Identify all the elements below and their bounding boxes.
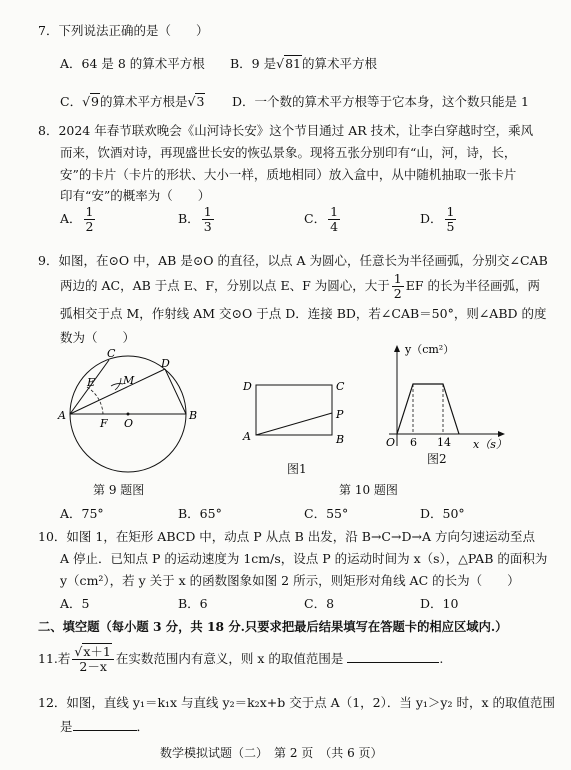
q9-line-4: 数为（ ） — [60, 330, 136, 345]
label-p: P — [336, 408, 344, 421]
q8-line-1: 8．2024 年春节联欢晚会《山河诗长安》这个节目通过 AR 技术，让李白穿越时空，乘风 — [38, 123, 534, 138]
label-c: C — [107, 348, 116, 360]
figure-2-label: 图2 — [427, 452, 447, 466]
sqrt-symbol: √ — [82, 94, 91, 109]
figure-10-graph — [375, 342, 515, 454]
q7-option-c: C．√9的算术平方根是√3 — [60, 94, 205, 109]
q9-option-a: A．75° — [60, 506, 104, 521]
q9-option-b: B．65° — [178, 506, 222, 521]
x-axis-arrow — [498, 431, 505, 437]
arc-m1 — [111, 384, 123, 386]
q11-answer-blank — [347, 662, 439, 663]
origin-label: O — [386, 436, 396, 449]
figure-9-caption: 第 9 题图 — [93, 483, 145, 497]
section-2-heading: 二、填空题（每小题 3 分，共 18 分.只要求把最后结果填写在答题卡的相应区域内.） — [38, 619, 508, 634]
q7-option-a: A．64 是 8 的算术平方根 — [60, 56, 205, 71]
tick-14: 14 — [437, 436, 451, 449]
figure-10-caption: 第 10 题图 — [339, 483, 398, 497]
label-f: F — [100, 417, 108, 430]
q8-option-c: C． $\frac{1}{4}$ — [304, 204, 339, 234]
label-b: B — [336, 433, 345, 446]
q8-line-2: 而来，饮酒对诗，再现盛世长安的恢弘景象。现将五张分别印有“山，河，诗，长， — [60, 145, 517, 160]
q10-option-a: A．5 — [60, 596, 90, 611]
q7-stem: 7．下列说法正确的是（ ） — [38, 23, 209, 38]
figure-1-label: 图1 — [287, 462, 307, 476]
label-d: D — [243, 380, 252, 393]
q7-option-b: B．9 是√81的算术平方根 — [230, 56, 378, 71]
q10-line-1: 10．如图 1，在矩形 ABCD 中，动点 P 从点 B 出发，沿 B→C→D→A 方向匀速运动至点 — [38, 529, 535, 544]
sqrt-symbol: √ — [74, 644, 83, 659]
q9-option-c: C．55° — [304, 506, 349, 521]
q10-line-2: A 停止．已知点 P 的运动速度为 1cm/s，设点 P 的运动时间为 x（s），△PAB 的面积为 — [60, 551, 548, 566]
figure-10-rectangle — [238, 375, 353, 460]
segment-ap — [256, 413, 332, 435]
arc-ef — [87, 387, 103, 414]
y-axis-arrow — [394, 345, 400, 352]
q8-line-3: 安”的卡片（卡片的形状、大小一样，质地相同）放入盒中，从中随机抽取一张卡片 — [60, 167, 517, 182]
sqrt-symbol: √ — [187, 94, 196, 109]
q8-option-a: A． $\frac{1}{2}$ — [60, 204, 94, 234]
q8-option-d: D． $\frac{1}{5}$ — [420, 204, 455, 234]
q12-line-1: 12．如图，直线 y₁＝k₁x 与直线 y₂＝k₂x+b 交于点 A（1，2）．当 y₁＞y₂ 时，x 的取值范围 — [38, 695, 555, 710]
label-a: A — [58, 409, 66, 422]
page-footer: 数学模拟试题（二） 第 2 页 （共 6 页） — [160, 746, 383, 760]
q8-option-b: B． $\frac{1}{3}$ — [178, 204, 212, 234]
label-m: M — [123, 374, 135, 387]
sqrt-symbol: √ — [276, 56, 285, 71]
q9-line-1: 9．如图，在⊙O 中，AB 是⊙O 的直径，以点 A 为圆心，任意长为半径画弧，分别交∠CAB — [38, 253, 548, 268]
chord-bd — [165, 369, 186, 414]
q8-line-4: 印有“安”的概率为（ ） — [60, 188, 211, 203]
tick-6: 6 — [410, 436, 417, 449]
label-d: D — [161, 357, 170, 370]
q7-option-d: D．一个数的算术平方根等于它本身，这个数只能是 1 — [232, 94, 529, 109]
x-axis-label: x（s） — [473, 438, 507, 451]
q10-line-3: y（cm²），若 y 关于 x 的函数图象如图 2 所示，则矩形对角线 AC 的长为（ ） — [60, 573, 520, 588]
y-axis-label: y（cm²） — [405, 343, 455, 356]
q9-line-3: 弧相交于点 M，作射线 AM 交⊙O 于点 D．连接 BD，若∠CAB＝50°，则∠ABD 的度 — [60, 306, 547, 321]
q10-option-d: D．10 — [420, 596, 459, 611]
q10-option-b: B．6 — [178, 596, 208, 611]
label-c: C — [336, 380, 345, 393]
label-b: B — [189, 409, 198, 422]
graph-line — [397, 384, 459, 434]
q12-line-2: 是 ． — [60, 719, 150, 734]
q12-answer-blank — [73, 730, 137, 731]
label-a: A — [243, 430, 251, 443]
q9-line-2: 两边的 AC，AB 于点 E、F，分别以点 E、F 为圆心，大于 $\frac{1}{2}$ EF 的长为半径画弧，两 — [60, 271, 541, 301]
q9-option-d: D．50° — [420, 506, 465, 521]
point-o — [127, 413, 130, 416]
label-o: O — [124, 417, 134, 430]
label-e: E — [87, 376, 96, 389]
q11: 11.若 $\frac{√x+1}{2-x}$ 在实数范围内有意义，则 x 的取值范围是 . — [38, 644, 444, 674]
q10-option-c: C．8 — [304, 596, 335, 611]
figure-9-circle — [55, 348, 200, 473]
rectangle-abcd — [256, 385, 332, 435]
